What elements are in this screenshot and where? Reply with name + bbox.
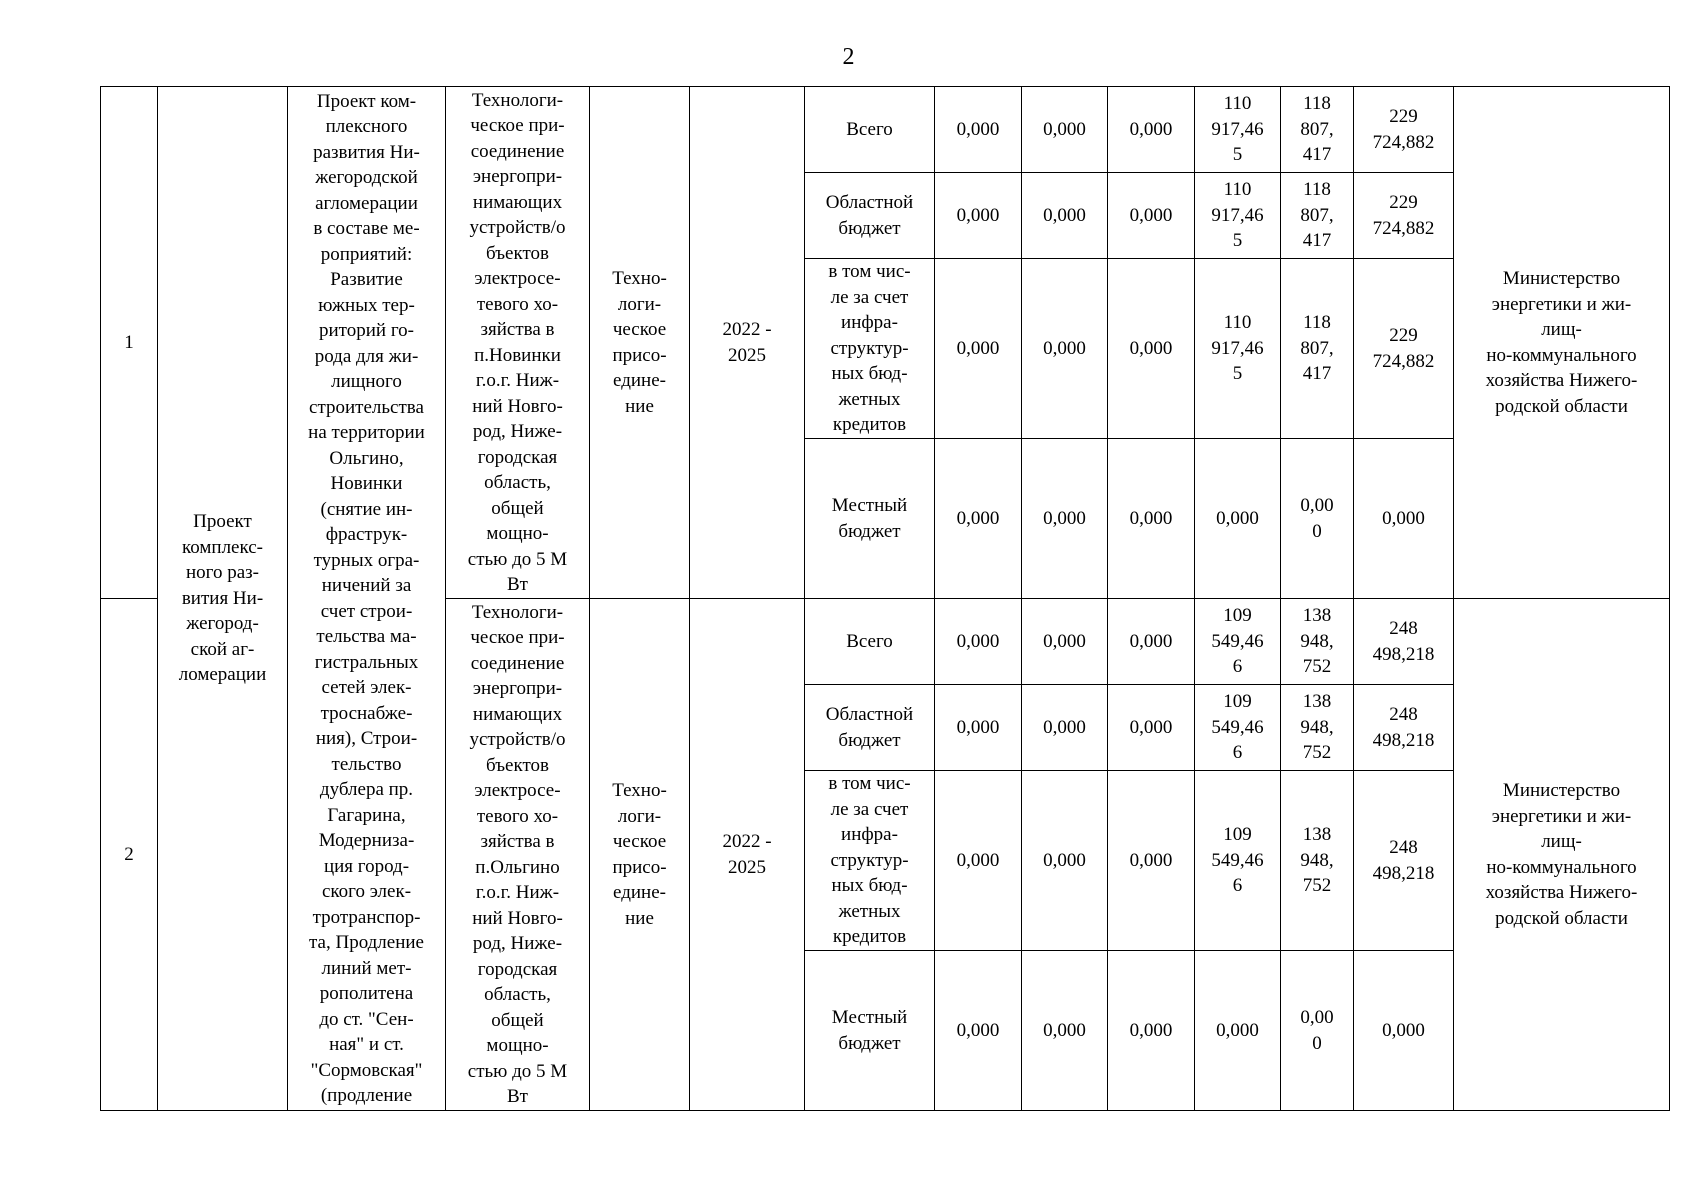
total-cell: 0,000 bbox=[1354, 439, 1454, 599]
program-cell: Проект комплекс- ного раз- вития Ни- жегород- ской аг- ломерации bbox=[158, 87, 288, 1111]
value-cell: 0,000 bbox=[1022, 951, 1108, 1111]
value-cell: 0,000 bbox=[1108, 173, 1195, 259]
work-type-cell: Техно- логи- ческое присо- едине- ние bbox=[590, 87, 690, 599]
total-cell: 229 724,882 bbox=[1354, 87, 1454, 173]
value-cell: 0,000 bbox=[935, 87, 1022, 173]
total-cell: 229 724,882 bbox=[1354, 173, 1454, 259]
value-cell: 0,000 bbox=[1195, 951, 1281, 1111]
value-cell: 0,000 bbox=[935, 685, 1022, 771]
total-cell: 248 498,218 bbox=[1354, 771, 1454, 951]
value-cell: 110 917,46 5 bbox=[1195, 259, 1281, 439]
value-cell: 0,000 bbox=[935, 173, 1022, 259]
value-cell: 0,000 bbox=[1022, 87, 1108, 173]
row-number: 2 bbox=[101, 599, 158, 1111]
work-type-cell: Техно- логи- ческое присо- едине- ние bbox=[590, 599, 690, 1111]
value-cell: 0,000 bbox=[1108, 685, 1195, 771]
page-number: 2 bbox=[842, 44, 855, 70]
total-cell: 0,000 bbox=[1354, 951, 1454, 1111]
value-cell: 138 948, 752 bbox=[1281, 685, 1354, 771]
table-row bbox=[101, 87, 1670, 173]
value-cell: 118 807, 417 bbox=[1281, 173, 1354, 259]
value-cell: 109 549,46 6 bbox=[1195, 599, 1281, 685]
value-cell: 0,000 bbox=[935, 771, 1022, 951]
value-cell: 0,000 bbox=[935, 439, 1022, 599]
source-label: Всего bbox=[805, 87, 935, 173]
total-cell: 248 498,218 bbox=[1354, 599, 1454, 685]
value-cell: 0,000 bbox=[935, 599, 1022, 685]
value-cell: 109 549,46 6 bbox=[1195, 771, 1281, 951]
value-cell: 0,000 bbox=[1108, 599, 1195, 685]
value-cell: 110 917,46 5 bbox=[1195, 87, 1281, 173]
source-label: в том чис- ле за счет инфра- структур- ных бюд- жетных кредитов bbox=[805, 771, 935, 951]
value-cell: 0,00 0 bbox=[1281, 951, 1354, 1111]
value-cell: 0,000 bbox=[1195, 439, 1281, 599]
source-label: Областной бюджет bbox=[805, 173, 935, 259]
value-cell: 138 948, 752 bbox=[1281, 599, 1354, 685]
value-cell: 0,000 bbox=[935, 259, 1022, 439]
value-cell: 110 917,46 5 bbox=[1195, 173, 1281, 259]
source-label: в том чис- ле за счет инфра- структур- ных бюд- жетных кредитов bbox=[805, 259, 935, 439]
value-cell: 138 948, 752 bbox=[1281, 771, 1354, 951]
value-cell: 0,000 bbox=[1108, 439, 1195, 599]
value-cell: 118 807, 417 bbox=[1281, 87, 1354, 173]
value-cell: 0,000 bbox=[1022, 685, 1108, 771]
value-cell: 0,000 bbox=[1108, 87, 1195, 173]
value-cell: 0,000 bbox=[1022, 439, 1108, 599]
total-cell: 229 724,882 bbox=[1354, 259, 1454, 439]
period-cell: 2022 - 2025 bbox=[690, 87, 805, 599]
value-cell: 0,000 bbox=[935, 951, 1022, 1111]
value-cell: 118 807, 417 bbox=[1281, 259, 1354, 439]
value-cell: 0,000 bbox=[1022, 259, 1108, 439]
value-cell: 0,000 bbox=[1022, 173, 1108, 259]
row-number: 1 bbox=[101, 87, 158, 599]
object-cell: Технологи- ческое при- соединение энергопри- нимающих устройств/о бъектов электросе- тевого хо- зяйства в п.Новинки г.о.г. Ниж- ний Новго- род, Ниже- городская область, общей мощно- стью до 5 М Вт bbox=[446, 87, 590, 599]
source-label: Местный бюджет bbox=[805, 439, 935, 599]
total-cell: 248 498,218 bbox=[1354, 685, 1454, 771]
value-cell: 0,000 bbox=[1108, 951, 1195, 1111]
responsible-cell: Министерство энергетики и жи- лищ- но-коммунального хозяйства Нижего- родской области bbox=[1454, 599, 1670, 1111]
value-cell: 0,000 bbox=[1108, 259, 1195, 439]
value-cell: 0,000 bbox=[1022, 599, 1108, 685]
period-cell: 2022 - 2025 bbox=[690, 599, 805, 1111]
value-cell: 0,00 0 bbox=[1281, 439, 1354, 599]
object-cell: Технологи- ческое при- соединение энергопри- нимающих устройств/о бъектов электросе- тевого хо- зяйства в п.Ольгино г.о.г. Ниж- ний Новго- род, Ниже- городская область, общей мощно- стью до 5 М Вт bbox=[446, 599, 590, 1111]
value-cell: 0,000 bbox=[1108, 771, 1195, 951]
project-description-cell: Проект ком- плексного развития Ни- жегородской агломерации в составе ме- роприятий: Развитие южных тер- риторий го- рода для жи- лищного строительства на территории Ольгино, Новинки (снятие ин- фраструк- турных огра- ничений за счет строи- тельства ма- гистральных сетей элек- троснабже- ния), Строи- тельство дублера пр. Гагарина, Модерниза- ция город- ского элек- тротранспор- та, Продление линий мет- рополитена до ст. "Сен- ная" и ст. "Сормовская" (продление bbox=[288, 87, 446, 1111]
value-cell: 0,000 bbox=[1022, 771, 1108, 951]
budget-table bbox=[100, 86, 1670, 1111]
source-label: Всего bbox=[805, 599, 935, 685]
source-label: Областной бюджет bbox=[805, 685, 935, 771]
value-cell: 109 549,46 6 bbox=[1195, 685, 1281, 771]
responsible-cell: Министерство энергетики и жи- лищ- но-коммунального хозяйства Нижего- родской области bbox=[1454, 87, 1670, 599]
source-label: Местный бюджет bbox=[805, 951, 935, 1111]
